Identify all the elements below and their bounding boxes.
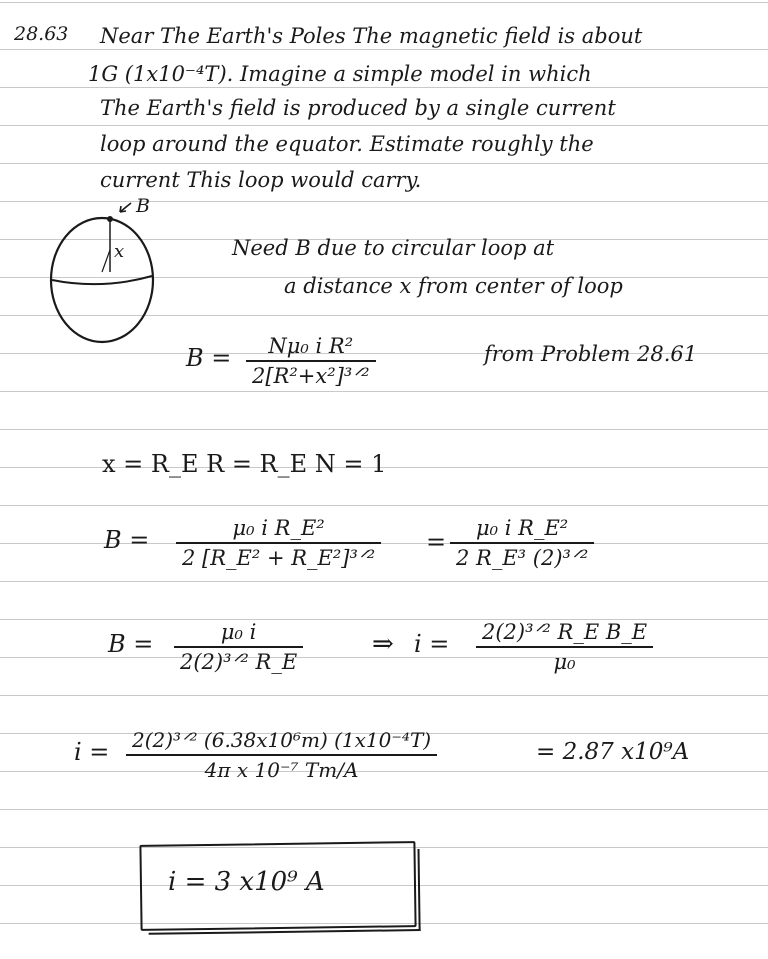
eq3-lhs: B =: [108, 630, 154, 658]
eq1-denominator: 2[R²+x²]³ᐟ²: [252, 364, 370, 388]
eq3-rhs-fraction: [476, 620, 653, 674]
eq2-denominator-1: 2 [R_E² + R_E²]³ᐟ²: [182, 546, 376, 570]
earth-loop-diagram: [30, 190, 180, 350]
eq4-lhs: i =: [74, 738, 110, 766]
final-answer: i = 3 x10⁹ A: [168, 867, 325, 897]
diagram-b-label: B: [136, 195, 150, 217]
note-line-2: a distance x from center of loop: [284, 274, 623, 298]
eq2-fraction-2: [450, 516, 594, 570]
eq3-rhs-numerator: 2(2)³ᐟ² R_E B_E: [482, 620, 648, 644]
eq2-lhs: B =: [104, 526, 150, 554]
eq4-fraction: [126, 728, 437, 782]
eq2-numerator-2: μ₀ i R_E²: [476, 516, 569, 540]
eq3-fraction: [174, 620, 303, 674]
eq2-fraction-1: [176, 516, 381, 570]
eq1-lhs: B =: [186, 344, 232, 372]
eq3-denominator: 2(2)³ᐟ² R_E: [180, 650, 298, 674]
problem-line-2: 1G (1x10⁻⁴T). Imagine a simple model in which: [88, 62, 592, 86]
from-problem-note: from Problem 28.61: [484, 342, 698, 366]
eq2-denominator-2: 2 R_E³ (2)³ᐟ²: [456, 546, 589, 570]
diagram-x-label: x: [114, 241, 125, 262]
note-line-1: Need B due to circular loop at: [232, 236, 555, 260]
eq2-numerator-1: μ₀ i R_E²: [232, 516, 325, 540]
eq3-rhs-denominator: μ₀: [553, 650, 576, 674]
eq1-fraction: [246, 334, 376, 388]
eq4-denominator: 4π x 10⁻⁷ Tm/A: [204, 758, 359, 782]
substitution-line: x = R_E R = R_E N = 1: [102, 450, 387, 478]
eq2-equals: =: [426, 528, 447, 556]
eq1-numerator: Nμ₀ i R²: [268, 334, 354, 358]
problem-line-3: The Earth's field is produced by a single current: [100, 96, 616, 120]
problem-number: 28.63: [14, 23, 69, 45]
problem-line-4: loop around the equator. Estimate roughly the: [100, 132, 594, 156]
eq4-numerator: 2(2)³ᐟ² (6.38x10⁶m) (1x10⁻⁴T): [132, 728, 432, 752]
eq3-rhs-lhs: i =: [414, 630, 450, 658]
eq3-numerator: μ₀ i: [220, 620, 257, 644]
eq4-result: = 2.87 x10⁹A: [536, 739, 690, 765]
problem-line-1: Near The Earth's Poles The magnetic field is about: [100, 24, 643, 48]
implies-arrow: ⇒: [372, 629, 394, 659]
problem-line-5: current This loop would carry.: [100, 168, 422, 192]
